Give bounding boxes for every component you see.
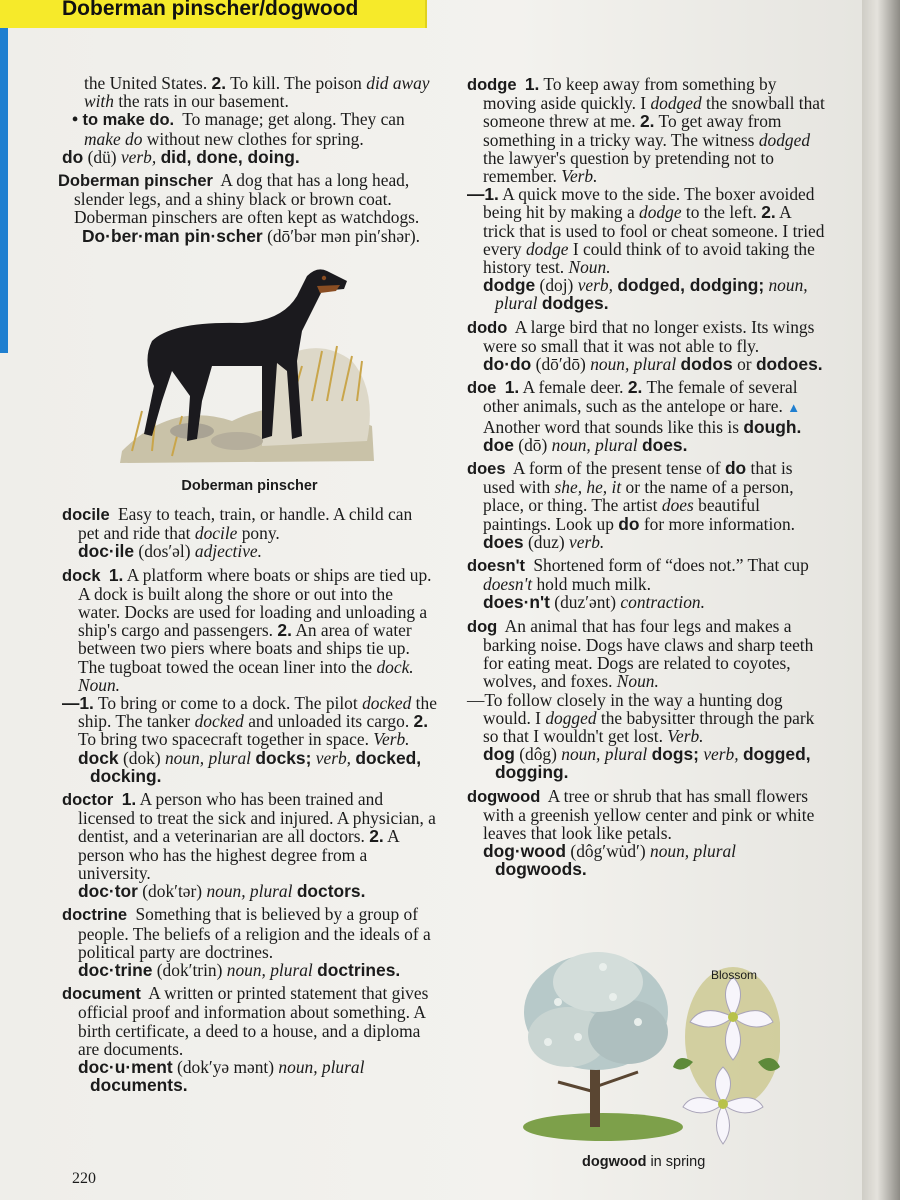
blossom-label: Blossom <box>711 968 758 982</box>
idiom-headword: to make do. <box>82 111 175 130</box>
pronunciation: (dôg′wu̇d′) <box>570 841 646 862</box>
caption-bold: dogwood <box>582 1154 647 1170</box>
definition: To manage; get along. They can <box>182 109 405 130</box>
sound-alike-triangle-icon: ▲ <box>787 400 801 416</box>
definition: the ship. The tanker <box>78 693 437 732</box>
example-italic: she, he, it <box>554 477 622 498</box>
definition: A person who has the highest degree from a university. <box>78 826 399 883</box>
syllabification: doc·ile <box>78 541 135 562</box>
part-of-speech: contraction. <box>620 592 705 613</box>
definition: the snowball that someone threw at me. <box>483 93 825 132</box>
part-of-speech: noun, plural <box>278 1056 365 1077</box>
headword: doctrine <box>62 906 128 925</box>
definition: A trick that is used to fool or cheat someone. I tried every <box>483 202 825 259</box>
left-column <box>58 73 437 1096</box>
headword: does <box>467 460 506 479</box>
header-title: Doberman pinscher/dogwood <box>62 0 359 20</box>
plural-form: dodges. <box>541 293 609 314</box>
entry-doe <box>467 378 825 436</box>
part-of-speech: verb. <box>569 531 605 552</box>
running-header <box>0 0 427 28</box>
form: do <box>62 146 84 167</box>
syllabification: doc·trine <box>78 959 153 980</box>
sense-number: —1. <box>467 184 499 205</box>
definition: A form of the present tense of <box>512 458 721 479</box>
syllabification: do·do <box>483 354 532 375</box>
plural-form: dodos <box>680 354 733 375</box>
definition: and unloaded its cargo. <box>248 711 410 732</box>
illustration-caption: Doberman pinscher <box>181 477 318 494</box>
headword: Doberman pinscher <box>58 172 213 191</box>
entry-dock-verb <box>62 694 437 749</box>
definition: A platform where boats or ships are tied up. A dock is built along the shore or out into the water. Docks are used for loading and unloading a ship's cargo and passengers. <box>78 564 432 641</box>
sense-number: 2. <box>639 111 655 132</box>
definition: A quick move to the side. The boxer avoided being hit by making a <box>483 184 815 223</box>
plural-form: dodoes. <box>755 354 823 375</box>
pronunciation-line <box>467 436 825 454</box>
forms: dodged, dodging; <box>617 275 765 296</box>
example-italic: doesn't <box>483 574 533 595</box>
part-of-speech: Noun. <box>78 674 121 695</box>
entry-doctor <box>62 790 437 882</box>
sense-number: 2. <box>369 826 384 847</box>
example-italic: dogged <box>545 707 597 728</box>
definition: To bring two spacecraft together in space. <box>78 729 369 750</box>
pronunciation: (dō′bər mən pin′shər). <box>267 225 421 246</box>
part-of-speech: noun, plural <box>164 747 251 768</box>
sense-number: 2. <box>413 711 429 732</box>
part-of-speech: Noun. <box>616 671 659 692</box>
definition: A female deer. <box>522 377 624 398</box>
example-italic: docked <box>362 693 412 714</box>
pronunciation: (dü) <box>87 146 117 167</box>
entry-dock <box>62 566 437 694</box>
definition: Shortened form of “does not.” That cup <box>533 555 809 576</box>
entry-doberman <box>58 171 437 227</box>
headword: dodo <box>467 318 508 337</box>
part-of-speech: noun, plural <box>590 354 677 375</box>
pronunciation: (duz) <box>527 531 565 552</box>
sense-number: 1. <box>524 74 540 94</box>
entry-document <box>62 984 437 1058</box>
definition: the lawyer's question by pretending not to remember. <box>483 147 774 187</box>
illustration-caption <box>582 1154 705 1170</box>
plural-form: dogs; <box>651 744 699 765</box>
part-of-speech: verb, <box>703 744 739 765</box>
pronunciation-line <box>62 882 437 900</box>
form: dodge <box>483 275 536 296</box>
pronunciation: (dok′trin) <box>156 959 223 980</box>
definition: A person who has been trained and licensed to treat the sick and injured. A physician, a dentist, and a veterinarian are all doctors. <box>78 789 436 847</box>
definition: A written or printed statement that gives official proof and information about something. A birth certificate, a deed to a house, and a diploma are documents. <box>78 983 429 1059</box>
pronunciation: (doj) <box>539 275 574 296</box>
forms: did, done, doing. <box>160 146 300 167</box>
part-of-speech: noun, plural <box>226 959 313 980</box>
pronunciation-line <box>467 842 825 878</box>
pronunciation-line <box>467 355 825 373</box>
text: or <box>737 354 752 375</box>
forms: docked, docking. <box>90 747 422 786</box>
inflection-line <box>62 749 437 785</box>
definition: for more information. <box>643 513 796 534</box>
definition: I could think of to avoid taking the history test. <box>483 238 815 278</box>
homophone: dough. <box>743 416 802 437</box>
definition: the babysitter through the park so that I wouldn't get lost. <box>483 707 815 746</box>
pronunciation: (duz′ənt) <box>554 592 617 613</box>
definition: Something that is believed by a group of people. The beliefs of a religion and the ideals of a political party are doctrines. <box>78 904 431 962</box>
part-of-speech: Verb. <box>667 725 704 746</box>
headword: document <box>62 985 141 1004</box>
sense-number: 2. <box>211 73 227 93</box>
definition: or the name of a person, place, or thing. The artist <box>483 477 794 516</box>
definition: A tree or shrub that has small flowers with a greenish yellow center and pink or white leaves that look like petals. <box>483 785 815 843</box>
cross-reference: do <box>724 458 747 479</box>
pronunciation: (dok′tər) <box>142 881 203 902</box>
entry-continuation <box>62 74 437 110</box>
definition: beautiful paintings. Look up <box>483 495 760 534</box>
sense-number: 1. <box>504 377 520 398</box>
definition: that is used with <box>483 458 793 498</box>
plural-form: doctrines. <box>317 959 401 980</box>
example-italic: docked <box>194 711 244 732</box>
part-of-speech: noun, plural <box>495 275 808 314</box>
definition: An area of water between two piers where boats and ships tie up. The tugboat towed the ocean liner into the <box>78 620 412 677</box>
text: To kill. The poison <box>230 73 362 93</box>
thumb-index-tab <box>0 28 8 353</box>
form: dock <box>78 747 119 768</box>
part-of-speech: noun, plural <box>561 744 648 765</box>
text: the rats in our basement. <box>118 91 289 112</box>
headword: dock <box>62 566 101 585</box>
inflection-line <box>62 148 437 166</box>
entry-dogwood <box>467 787 825 843</box>
caption-text: in spring <box>650 1154 706 1170</box>
definition: To keep away from something by moving aside quickly. I <box>483 74 777 114</box>
entry-dodo <box>467 318 825 355</box>
sense-number: 1. <box>108 564 124 585</box>
headword: docile <box>62 506 110 525</box>
pronunciation-line <box>62 542 437 560</box>
plural-form: dogwoods. <box>495 859 587 880</box>
part-of-speech: Verb. <box>373 729 410 750</box>
entry-dog <box>467 617 825 691</box>
syllabification: doc·tor <box>78 881 138 902</box>
cross-reference: do <box>618 513 640 534</box>
definition: to the left. <box>685 202 757 223</box>
syllabification: doc·u·ment <box>78 1056 173 1077</box>
part-of-speech: noun, plural <box>206 881 293 902</box>
sense-number: 1. <box>121 789 137 810</box>
text: the United States. <box>84 73 208 93</box>
entry-docile <box>62 505 437 542</box>
example-italic: does <box>661 495 694 516</box>
entry-dodge <box>467 75 825 185</box>
definition: A dog that has a long head, slender legs, and a shiny black or brown coat. Doberman pinschers are often kept as watchdogs. <box>74 170 420 228</box>
pronunciation-line <box>467 593 825 611</box>
part-of-speech: noun, plural <box>551 434 638 455</box>
entry-dog-verb <box>467 691 825 746</box>
right-column <box>467 75 825 879</box>
definition: A large bird that no longer exists. Its wings were so small that it was not able to fly. <box>483 316 815 356</box>
syllabification: does·n't <box>483 592 550 613</box>
plural-form: documents. <box>90 1075 188 1096</box>
definition: —To follow closely in the way a hunting dog would. I <box>467 689 783 728</box>
sense-number: 2. <box>277 620 292 641</box>
headword: doctor <box>62 791 114 810</box>
entry-doesnt <box>467 556 825 593</box>
definition: To bring or come to a dock. The pilot <box>97 693 358 714</box>
example-italic: dodge <box>525 238 569 259</box>
pronunciation-line <box>467 533 825 551</box>
headword: doesn't <box>467 557 526 576</box>
pronunciation: (dok′yə mənt) <box>177 1056 275 1077</box>
example-italic: dodged <box>758 129 811 150</box>
pronunciation-line <box>62 1058 437 1094</box>
part-of-speech: verb, <box>315 747 352 768</box>
definition: An animal that has four legs and makes a barking noise. Dogs have claws and sharp teeth for eating meat. Dogs are related to coyotes, wolves, and foxes. <box>483 615 814 692</box>
inflection-line <box>467 745 825 781</box>
pronunciation-line <box>62 961 437 979</box>
bullet: • <box>72 109 79 130</box>
sense-number: 2. <box>627 377 643 398</box>
part-of-speech: verb, <box>577 275 613 296</box>
example-italic: docile <box>194 523 238 544</box>
part-of-speech: adjective. <box>194 541 262 562</box>
book-edge <box>862 0 900 1200</box>
definition: pony. <box>241 523 280 544</box>
doberman-illustration <box>112 251 382 471</box>
part-of-speech: verb, <box>120 146 157 167</box>
page-number: 220 <box>72 1170 96 1187</box>
pronunciation: (dok) <box>122 747 161 768</box>
example-italic: dodged <box>650 93 702 114</box>
pronunciation: (dôg) <box>519 744 557 765</box>
example-italic: dodge <box>639 202 682 223</box>
headword: dog <box>467 617 498 636</box>
forms: dogged, dogging. <box>495 744 811 783</box>
form: dog <box>483 744 515 765</box>
part-of-speech: Noun. <box>568 257 611 278</box>
syllabification: dog·wood <box>483 841 567 862</box>
entry-dodge-noun <box>467 185 825 276</box>
idiom-entry <box>62 110 437 147</box>
pronunciation: (dō′dō) <box>535 354 586 375</box>
pronunciation-line <box>62 227 437 245</box>
sense-number: —1. <box>62 693 94 714</box>
definition: Another word that sounds like this is <box>483 416 740 437</box>
definition: without new clothes for spring. <box>146 128 364 149</box>
definition: hold much milk. <box>536 574 651 595</box>
pronunciation: (dō) <box>518 434 548 455</box>
example-italic: did away with <box>84 73 430 112</box>
entry-does <box>467 459 825 533</box>
definition: Easy to teach, train, or handle. A child can pet and ride that <box>78 504 413 544</box>
definition: To get away from something in a tricky way. The witness <box>483 111 782 150</box>
part-of-speech: Verb. <box>561 166 598 187</box>
form: doe <box>483 434 514 455</box>
example-italic: make do <box>84 128 143 149</box>
plural-form: doctors. <box>296 881 366 902</box>
definition: The female of several other animals, such as the antelope or hare. <box>483 377 798 417</box>
example-italic: dock. <box>376 656 414 677</box>
syllabification: Do·ber·man pin·scher <box>82 225 263 246</box>
plural-form: docks; <box>255 747 312 768</box>
pronunciation: (dos′əl) <box>138 541 191 562</box>
headword: dogwood <box>467 787 541 806</box>
inflection-line <box>467 276 825 312</box>
sense-number: 2. <box>761 202 776 223</box>
part-of-speech: noun, plural <box>650 841 737 862</box>
headword: dodge <box>467 76 517 94</box>
form: does <box>483 531 524 552</box>
plural-form: does. <box>641 434 688 455</box>
entry-doctrine <box>62 905 437 961</box>
headword: doe <box>467 379 497 398</box>
